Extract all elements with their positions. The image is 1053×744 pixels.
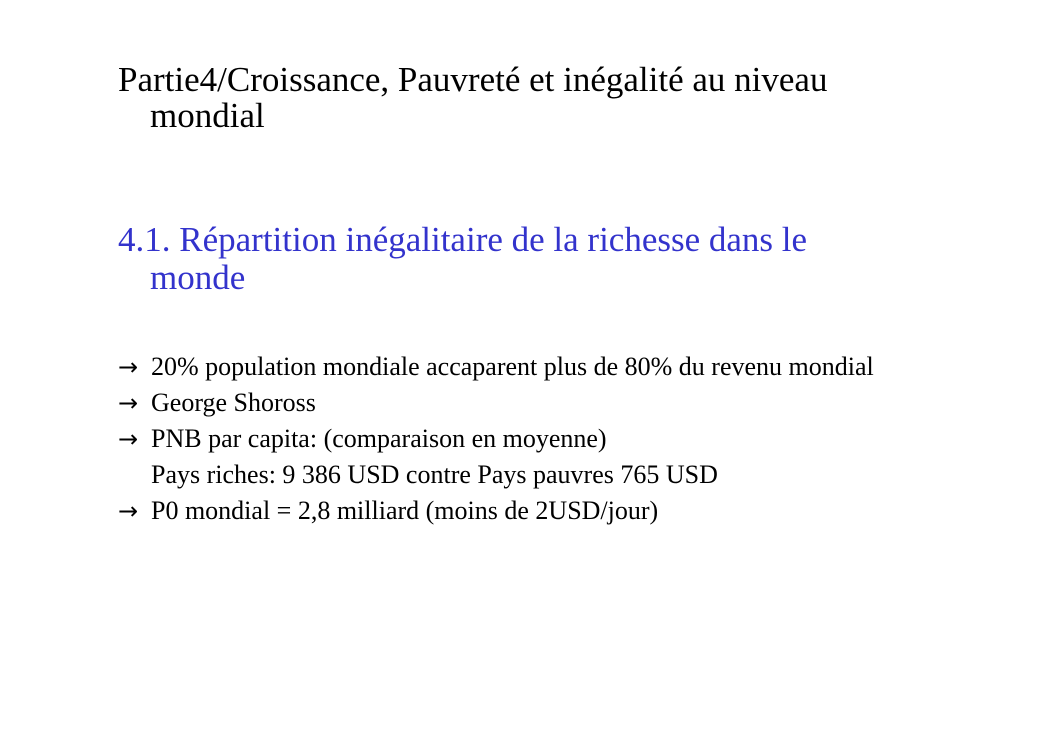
arrow-right-icon: → — [118, 389, 139, 417]
slide-title-line-1: Partie4/Croissance, Pauvreté et inégalité au niveau — [118, 60, 828, 99]
bullet-item — [118, 389, 918, 417]
section-heading — [118, 221, 958, 297]
bullet-text: P0 mondial = 2,8 milliard (moins de 2USD/jour) — [151, 496, 659, 525]
bullet-text: PNB par capita: (comparaison en moyenne) — [151, 424, 607, 453]
bullet-text: 20% population mondiale accaparent plus de 80% du revenu mondial — [151, 352, 874, 381]
bullet-continuation — [118, 461, 918, 489]
section-heading-line-2: monde — [150, 258, 246, 297]
arrow-right-icon: → — [118, 497, 139, 525]
bullet-item — [118, 497, 918, 525]
bullet-item — [118, 425, 918, 453]
section-heading-line-1: 4.1. Répartition inégalitaire de la richesse dans le — [118, 220, 808, 259]
arrow-right-icon: → — [118, 353, 139, 381]
slide-title-line-2: mondial — [150, 96, 265, 135]
bullet-text: George Shoross — [151, 388, 316, 417]
bullet-text: Pays riches: 9 386 USD contre Pays pauvres 765 USD — [151, 460, 718, 489]
bullet-list — [118, 353, 918, 525]
arrow-right-icon: → — [118, 425, 139, 453]
bullet-item — [118, 353, 918, 381]
slide-title — [118, 62, 958, 134]
